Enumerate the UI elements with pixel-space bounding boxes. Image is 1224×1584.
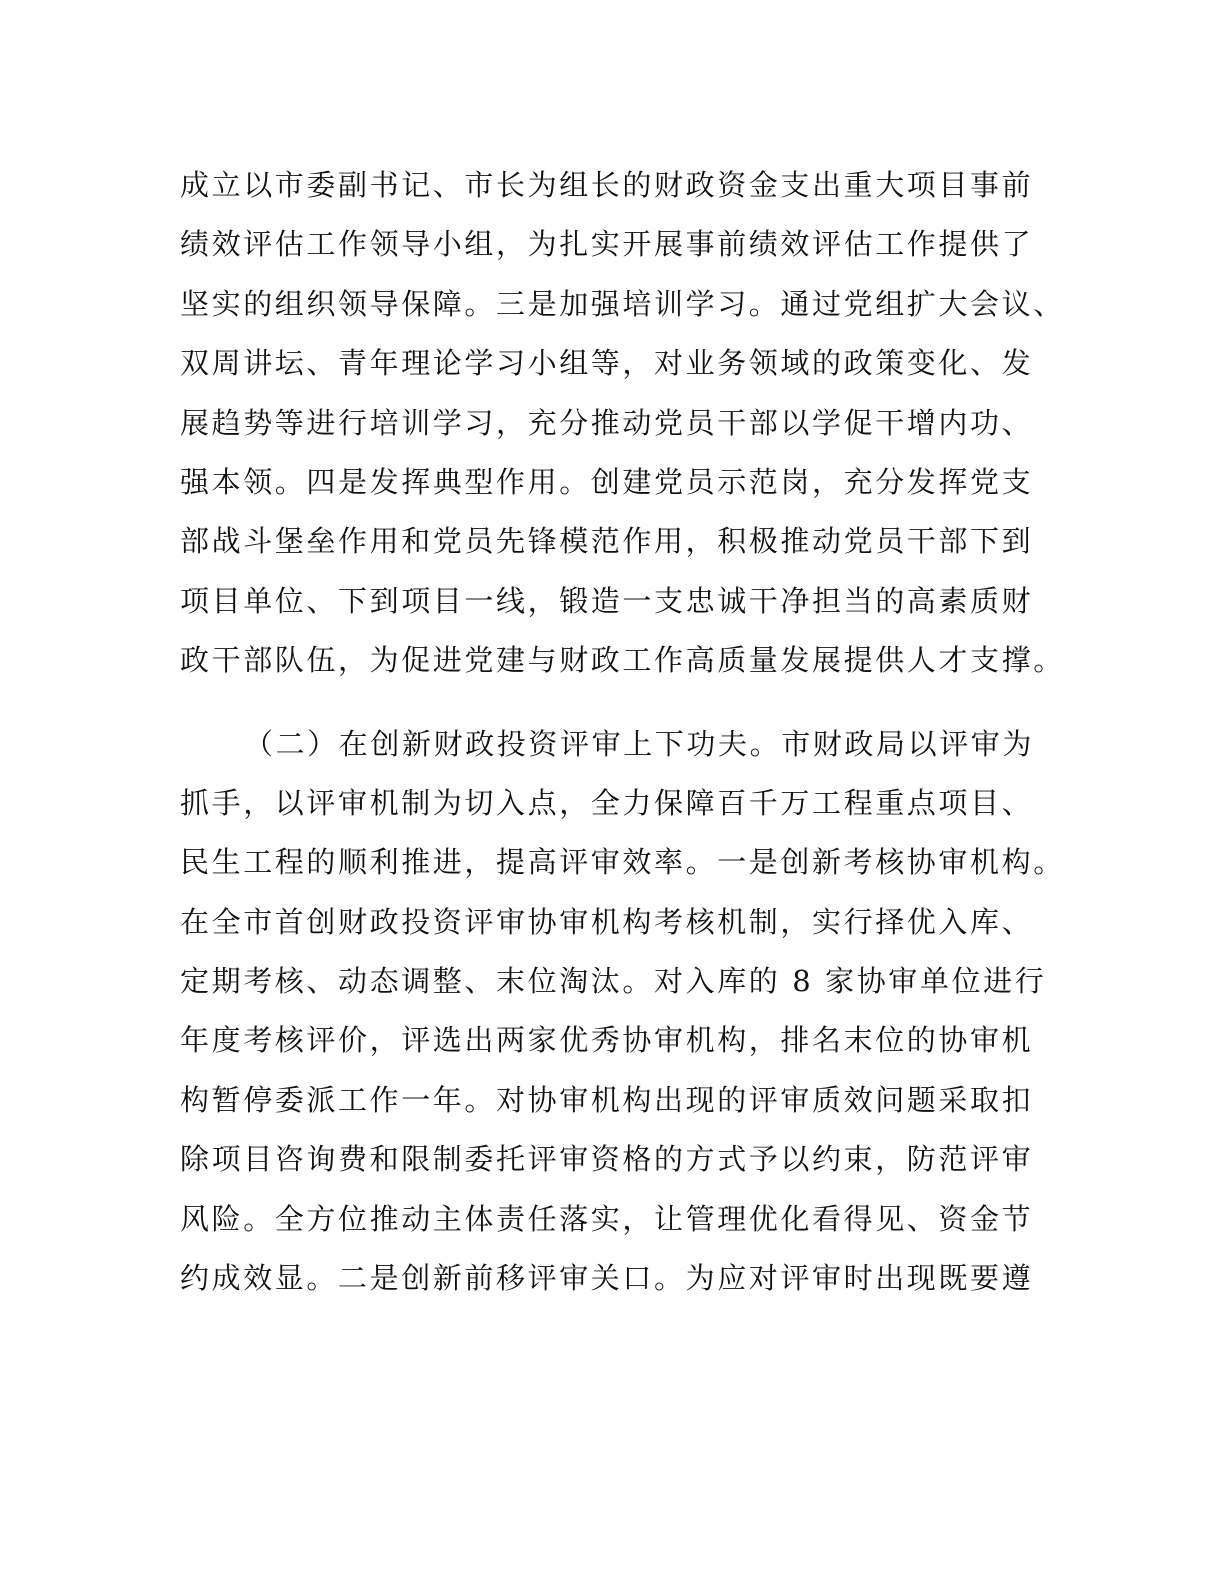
text-line: 风险。全方位推动主体责任落实，让管理优化看得见、资金节 (180, 1201, 1034, 1236)
text-line: 约成效显。二是创新前移评审关口。为应对评审时出现既要遵 (180, 1261, 1034, 1296)
paragraph-2 (180, 715, 1065, 1309)
section-heading-line: （二）在创新财政投资评审上下功夫。市财政局以评审为 (244, 726, 1035, 761)
text-line: 政干部队伍，为促进党建与财政工作高质量发展提供人才支撑。 (180, 643, 1065, 678)
document-body (180, 156, 1065, 1308)
text-line: 除项目咨询费和限制委托评审资格的方式予以约束，防范评审 (180, 1142, 1034, 1177)
text-line: 在全市首创财政投资评审协审机构考核机制，实行择优入库、 (180, 904, 1034, 939)
text-line: 强本领。四是发挥典型作用。创建党员示范岗，充分发挥党支 (180, 464, 1034, 499)
text-line: 展趋势等进行培训学习，充分推动党员干部以学促干增内功、 (180, 405, 1034, 440)
text-line: 坚实的组织领导保障。三是加强培训学习。通过党组扩大会议、 (180, 286, 1065, 321)
paragraph-spacing (180, 691, 1050, 715)
text-line: 成立以市委副书记、市长为组长的财政资金支出重大项目事前 (180, 168, 1034, 202)
text-line: 双周讲坛、青年理论学习小组等，对业务领域的政策变化、发 (180, 346, 1034, 381)
text-line: 抓手，以评审机制为切入点，全力保障百千万工程重点项目、 (180, 785, 1034, 820)
paragraph-1 (180, 156, 1065, 691)
text-line: 绩效评估工作领导小组，为扎实开展事前绩效评估工作提供了 (180, 227, 1034, 262)
text-line: 定期考核、动态调整、末位淘汰。对入库的 8 家协审单位进行 (180, 964, 1047, 999)
text-line: 年度考核评价，评选出两家优秀协审机构，排名末位的协审机 (180, 1023, 1034, 1058)
text-line: 项目单位、下到项目一线，锻造一支忠诚干净担当的高素质财 (180, 583, 1034, 618)
text-line: 部战斗堡垒作用和党员先锋模范作用，积极推动党员干部下到 (180, 524, 1034, 559)
text-line: 民生工程的顺利推进，提高评审效率。一是创新考核协审机构。 (180, 845, 1065, 880)
text-line: 构暂停委派工作一年。对协审机构出现的评审质效问题采取扣 (180, 1082, 1034, 1117)
